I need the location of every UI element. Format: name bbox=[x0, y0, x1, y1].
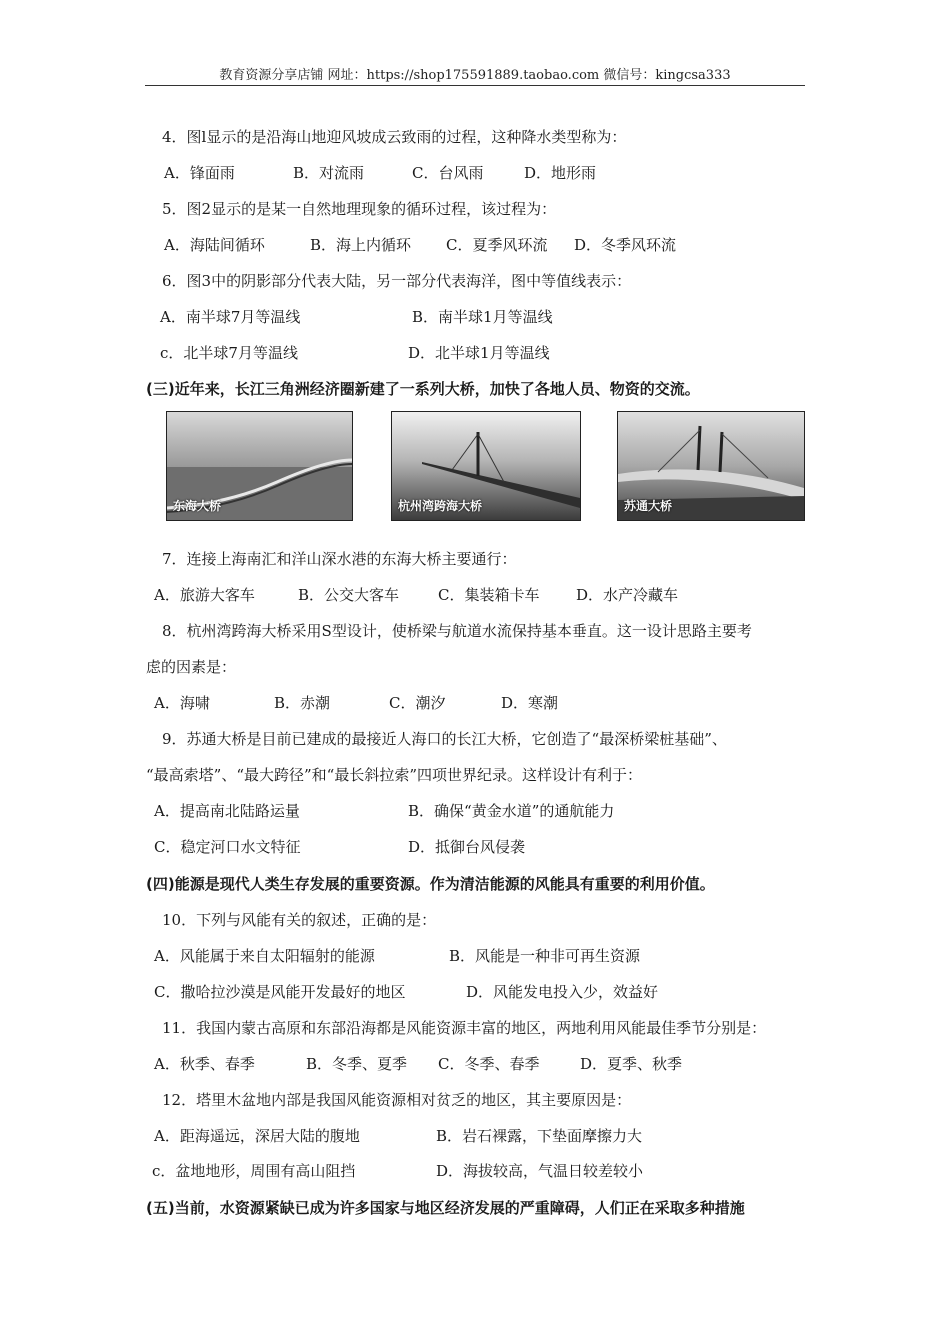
q11-option-a: A．秋季、春季 bbox=[154, 1055, 255, 1073]
q7-stem: 7．连接上海南汇和洋山深水港的东海大桥主要通行： bbox=[162, 550, 517, 568]
q11-option-b: B．冬季、夏季 bbox=[306, 1055, 408, 1073]
q8-stem-line-2: 虑的因素是： bbox=[146, 658, 237, 676]
q4-option-c: C．台风雨 bbox=[412, 164, 484, 182]
q8-option-a: A．海啸 bbox=[154, 694, 210, 712]
q8-option-d: D．寒潮 bbox=[501, 694, 559, 712]
section-4-heading: (四)能源是现代人类生存发展的重要资源。作为清洁能源的风能具有重要的利用价值。 bbox=[146, 875, 715, 893]
q12-stem: 12．塔里木盆地内部是我国风能资源相对贫乏的地区，其主要原因是： bbox=[162, 1091, 632, 1109]
section-5-heading: (五)当前，水资源紧缺已成为许多国家与地区经济发展的严重障碍，人们正在采取多种措施 bbox=[146, 1199, 745, 1217]
q7-option-d: D．水产冷藏车 bbox=[576, 586, 679, 604]
photo-caption-3: 苏通大桥 bbox=[624, 499, 673, 513]
header-rule bbox=[145, 85, 805, 86]
q9-option-a: A．提高南北陆路运量 bbox=[154, 802, 300, 820]
q6-option-d: D．北半球1月等温线 bbox=[408, 344, 550, 362]
q7-option-a: A．旅游大客车 bbox=[154, 586, 255, 604]
sutong-bridge-photo bbox=[617, 411, 805, 521]
q9-option-d: D．抵御台风侵袭 bbox=[408, 838, 526, 856]
q5-option-c: C．夏季风环流 bbox=[446, 236, 548, 254]
q5-option-a: A．海陆间循环 bbox=[164, 236, 265, 254]
q9-stem-line-2: “最高索塔”、“最大跨径”和“最长斜拉索”四项世界纪录。这样设计有利于： bbox=[146, 766, 643, 784]
q12-option-d: D．海拔较高，气温日较差较小 bbox=[436, 1162, 644, 1180]
page-header: 教育资源分享店铺 网址：https://shop175591889.taobao.com 微信号：kingcsa333 bbox=[219, 68, 731, 83]
q6-option-b: B．南半球1月等温线 bbox=[412, 308, 553, 326]
q10-option-d: D．风能发电投入少，效益好 bbox=[466, 983, 659, 1001]
q8-stem-line-1: 8．杭州湾跨海大桥采用S型设计，使桥梁与航道水流保持基本垂直。这一设计思路主要考 bbox=[162, 622, 752, 640]
q10-option-c: C．撒哈拉沙漠是风能开发最好的地区 bbox=[154, 983, 406, 1001]
q11-option-d: D．夏季、秋季 bbox=[580, 1055, 683, 1073]
q7-option-c: C．集装箱卡车 bbox=[438, 586, 540, 604]
q5-option-b: B．海上内循环 bbox=[310, 236, 412, 254]
q9-stem-line-1: 9．苏通大桥是目前已建成的最接近人海口的长江大桥，它创造了“最深桥梁桩基础”、 bbox=[162, 730, 727, 748]
q6-option-a: A．南半球7月等温线 bbox=[160, 308, 301, 326]
q9-option-b: B．确保“黄金水道”的通航能力 bbox=[408, 802, 615, 820]
q11-option-c: C．冬季、春季 bbox=[438, 1055, 540, 1073]
q8-option-b: B．赤潮 bbox=[274, 694, 331, 712]
q4-option-a: A．锋面雨 bbox=[164, 164, 235, 182]
section-3-heading: (三)近年来，长江三角洲经济圈新建了一系列大桥，加快了各地人员、物资的交流。 bbox=[146, 380, 700, 398]
q5-option-d: D．冬季风环流 bbox=[574, 236, 677, 254]
photo-caption-1: 东海大桥 bbox=[173, 499, 222, 513]
q7-option-b: B．公交大客车 bbox=[298, 586, 400, 604]
q5-stem: 5．图2显示的是某一自然地理现象的循环过程，该过程为： bbox=[162, 200, 557, 218]
q11-stem: 11．我国内蒙古高原和东部沿海都是风能资源丰富的地区，两地利用风能最佳季节分别是： bbox=[162, 1019, 767, 1037]
q4-option-b: B．对流雨 bbox=[293, 164, 365, 182]
donghai-bridge-photo bbox=[166, 411, 353, 521]
q10-option-a: A．风能属于来自太阳辐射的能源 bbox=[154, 947, 375, 965]
q4-option-d: D．地形雨 bbox=[524, 164, 597, 182]
q10-stem: 10．下列与风能有关的叙述，正确的是： bbox=[162, 911, 437, 929]
q12-option-a: A．距海遥远，深居大陆的腹地 bbox=[154, 1127, 360, 1145]
photo-caption-2: 杭州湾跨海大桥 bbox=[398, 499, 483, 513]
q10-option-b: B．风能是一种非可再生资源 bbox=[449, 947, 641, 965]
q12-option-b: B．岩石裸露，下垫面摩擦力大 bbox=[436, 1127, 643, 1145]
q4-stem: 4．图l显示的是沿海山地迎风坡成云致雨的过程，这种降水类型称为： bbox=[162, 128, 627, 146]
q6-option-c: c．北半球7月等温线 bbox=[160, 344, 298, 362]
hangzhou-bay-bridge-photo bbox=[391, 411, 581, 521]
q6-stem: 6．图3中的阴影部分代表大陆，另一部分代表海洋，图中等值线表示： bbox=[162, 272, 632, 290]
q12-option-c: c．盆地地形，周围有高山阻挡 bbox=[152, 1162, 356, 1180]
q8-option-c: C．潮汐 bbox=[389, 694, 446, 712]
q9-option-c: C．稳定河口水文特征 bbox=[154, 838, 301, 856]
